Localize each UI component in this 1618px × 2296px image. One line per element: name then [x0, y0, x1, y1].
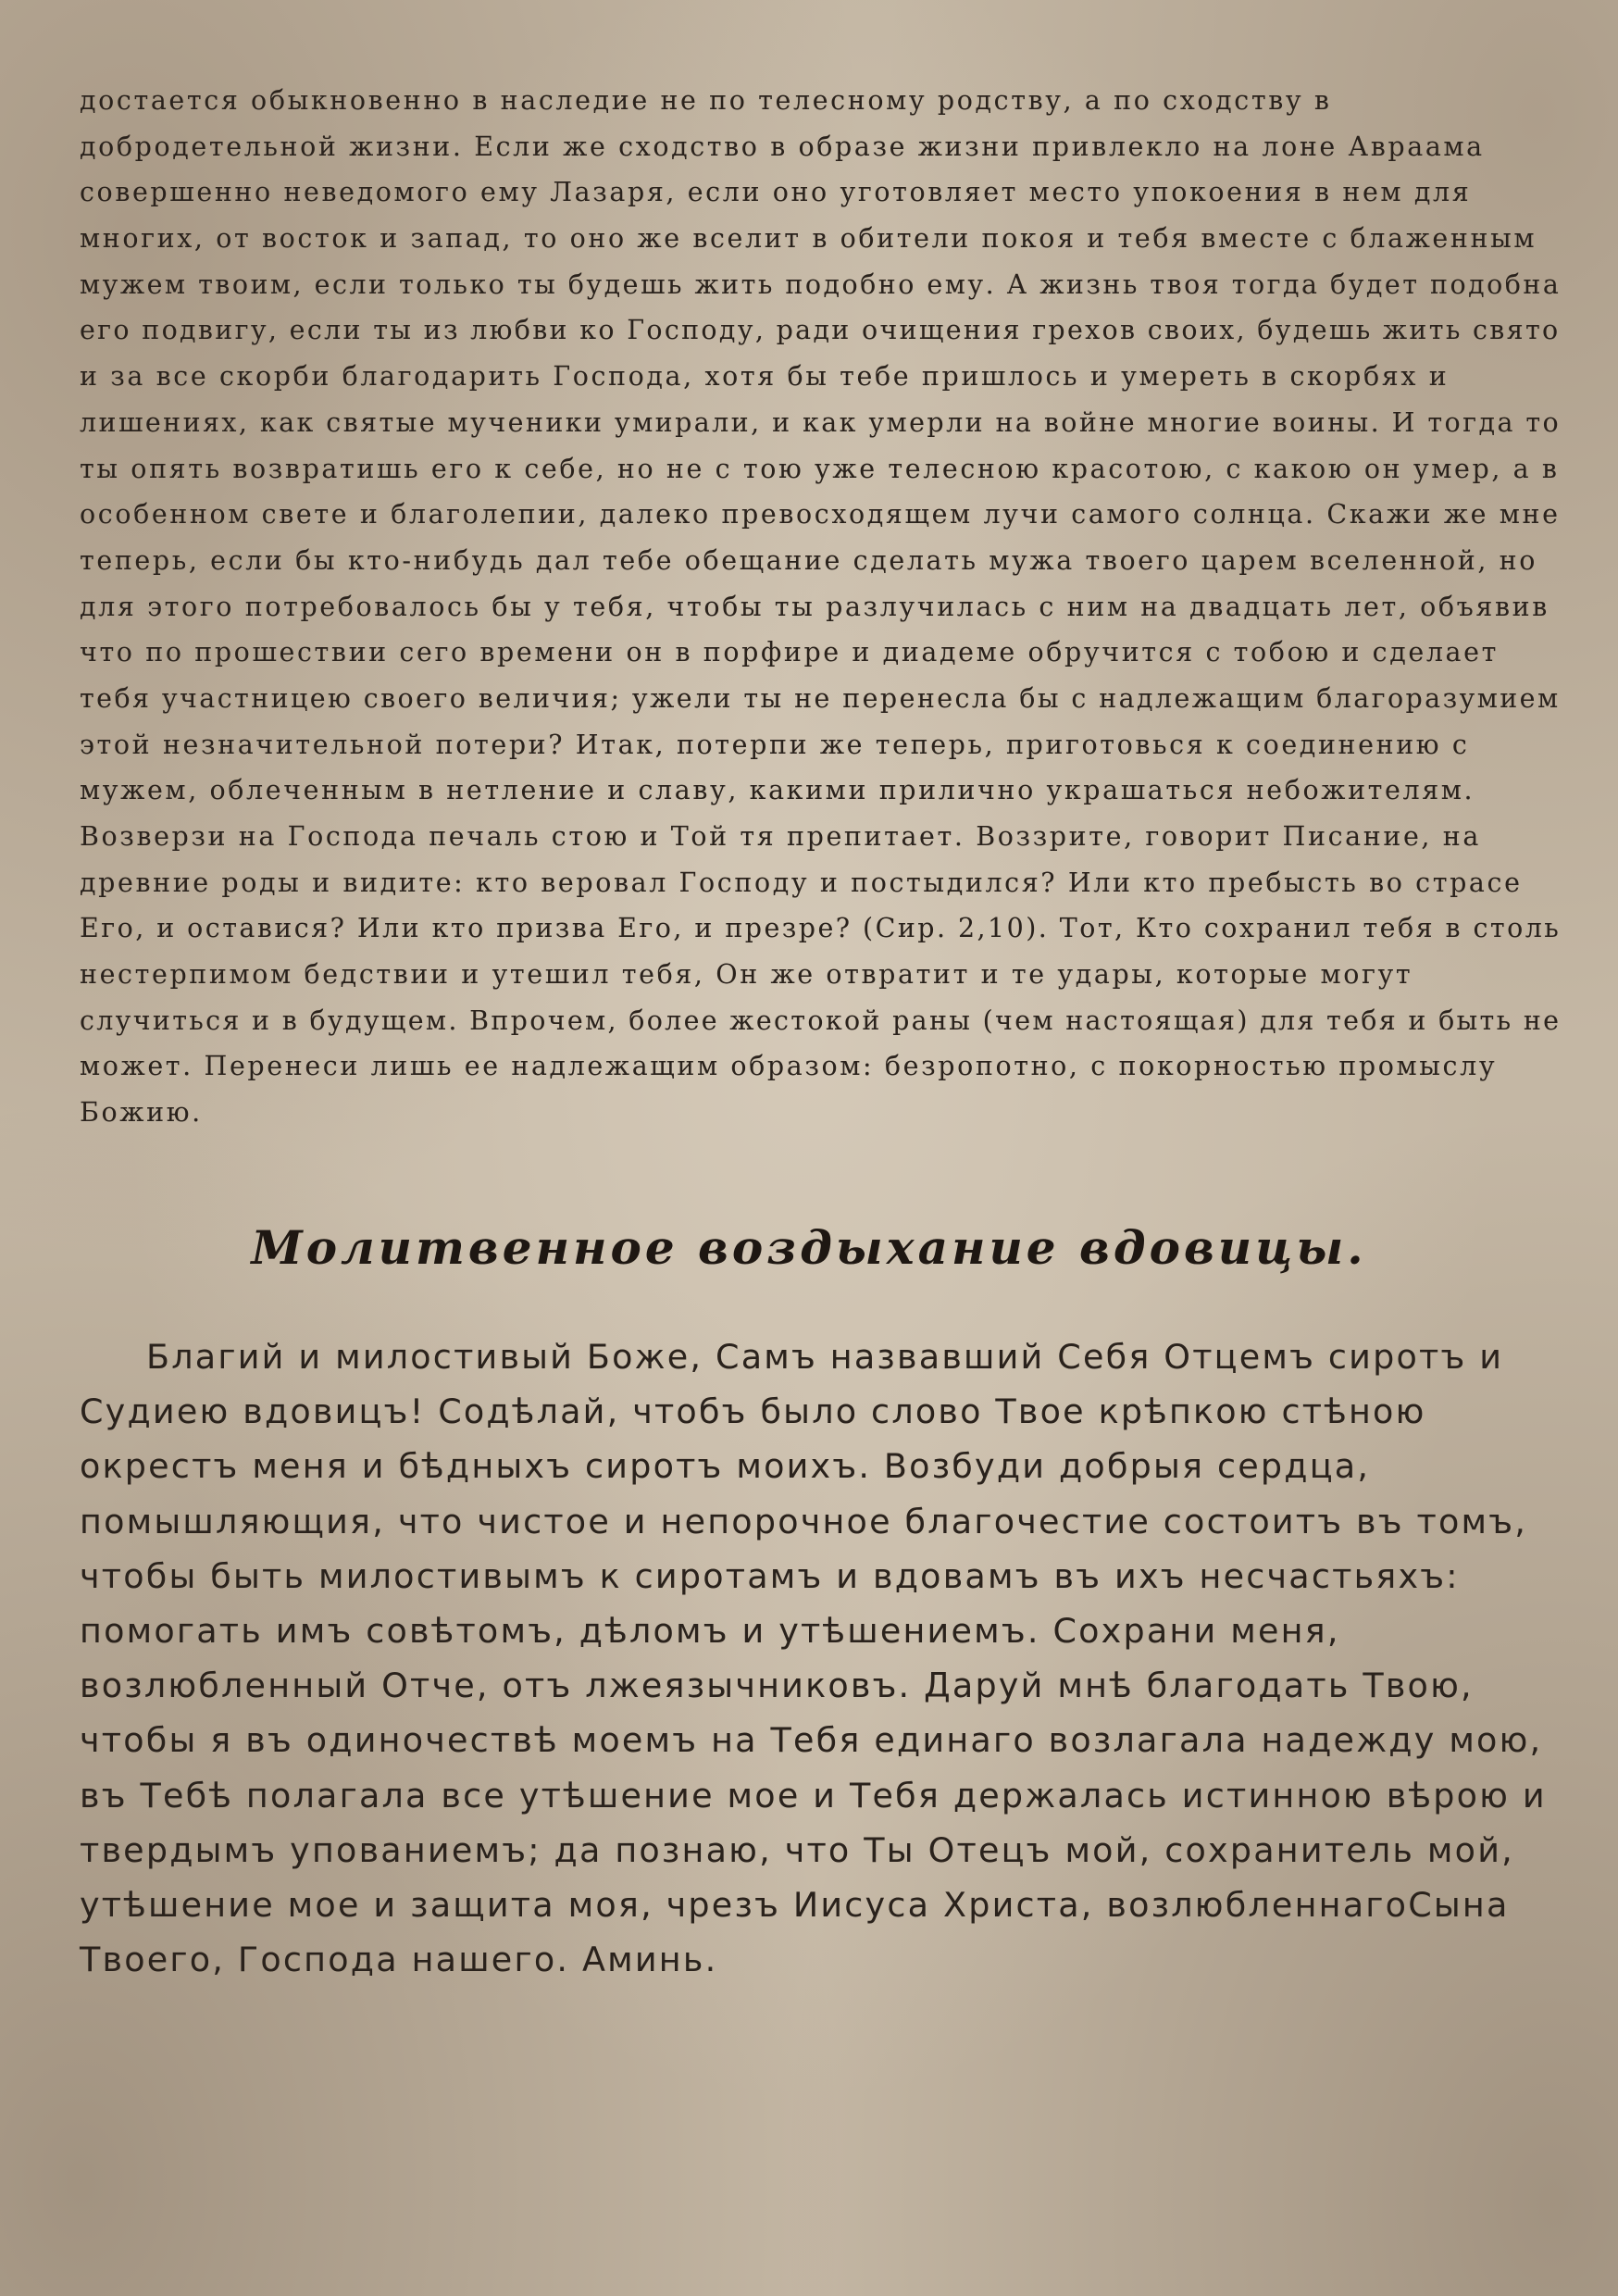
- prayer-line: Твоего, Господа нашего. Аминь.: [80, 1940, 718, 1980]
- body-line: этой незначительной потери? Итак, потерпи же теперь, приготовься к соединению с: [80, 729, 1470, 760]
- body-line: достается обыкновенно в наследие не по телесному родству, а по сходству в: [80, 85, 1332, 116]
- prayer-line: Судиею вдовицъ! Содѣлай, чтобъ было слово Твое крѣпкою стѣною: [80, 1391, 1426, 1432]
- prayer-line: твердымъ упованиемъ; да познаю, что Ты Отецъ мой, сохранитель мой,: [80, 1829, 1514, 1870]
- body-line: мужем твоим, если только ты будешь жить подобно ему. А жизнь твоя тогда будет подобна: [80, 268, 1562, 300]
- prayer-line: помышляющия, что чистое и непорочное благочестие состоитъ въ томъ,: [80, 1501, 1528, 1541]
- body-line: лишениях, как святые мученики умирали, и как умерли на войне многие воины. И тогда то: [80, 406, 1562, 438]
- body-line: что по прошествии сего времени он в порфире и диадеме обручится с тобою и сделает: [80, 637, 1499, 668]
- prayer-line: чтобы быть милостивымъ к сиротамъ и вдовамъ въ ихъ несчастьяхъ:: [80, 1555, 1460, 1596]
- body-line: случиться и в будущем. Впрочем, более жестокой раны (чем настоящая) для тебя и быть не: [80, 1004, 1562, 1036]
- body-line: Божию.: [80, 1097, 203, 1129]
- body-line: особенном свете и благолепии, далеко превосходящем лучи самого солнца. Скажи же мне: [80, 499, 1561, 530]
- prayer-heading: Молитвенное воздыхание вдовицы.: [251, 1220, 1367, 1275]
- body-paragraph: [80, 78, 1561, 1136]
- body-line: мужем, облеченным в нетление и славу, какими прилично украшаться небожителям.: [80, 775, 1475, 806]
- prayer-line: возлюбленный Отче, отъ лжеязычниковъ. Даруй мнѣ благодать Твою,: [80, 1666, 1474, 1706]
- body-line: добродетельной жизни. Если же сходство в образе жизни привлекло на лоне Авраама: [80, 131, 1485, 162]
- prayer-line: утѣшение мое и защита моя, чрезъ Иисуса Христа, возлюбленнагоСына: [80, 1884, 1510, 1925]
- body-line: Возверзи на Господа печаль стою и Той тя препитает. Воззрите, говорит Писание, на: [80, 821, 1481, 852]
- body-line: его подвигу, если ты из любви ко Господу, ради очищения грехов своих, будешь жить свято: [80, 315, 1561, 346]
- body-line: тебя участницею своего величия; ужели ты не перенесла бы с надлежащим благоразумием: [80, 682, 1561, 714]
- body-line: многих, от восток и запад, то оно же вселит в обители покоя и тебя вместе с блаженным: [80, 223, 1537, 255]
- prayer-line: чтобы я въ одиночествѣ моемъ на Тебя единаго возлагала надежду мою,: [80, 1720, 1543, 1761]
- body-line: нестерпимом бедствии и утешил тебя, Он же отвратит и те удары, которые могут: [80, 959, 1413, 991]
- body-line: Его, и оставися? Или кто призва Его, и презре? (Сир. 2,10). Тот, Кто сохранил тебя в столь: [80, 913, 1562, 944]
- body-line: и за все скорби благодарить Господа, хотя бы тебе пришлось и умереть в скорбях и: [80, 361, 1450, 393]
- prayer-line: Благий и милостивый Боже, Самъ назвавший Себя Отцемъ сиротъ и: [146, 1337, 1504, 1377]
- body-line: древние роды и видите: кто веровал Господу и постыдился? Или кто пребысть во страсе: [80, 867, 1523, 898]
- prayer-line: окрестъ меня и бѣдныхъ сиротъ моихъ. Возбуди добрыя сердца,: [80, 1446, 1371, 1487]
- body-line: для этого потребовалось бы у тебя, чтобы ты разлучилась с ним на двадцать лет, объявив: [80, 591, 1550, 622]
- prayer-line: помогать имъ совѣтомъ, дѣломъ и утѣшениемъ. Сохрани меня,: [80, 1610, 1340, 1651]
- body-line: может. Перенеси лишь ее надлежащим образом: безропотно, с покорностью промыслу: [80, 1051, 1498, 1082]
- body-line: совершенно неведомого ему Лазаря, если оно уготовляет место упокоения в нем для: [80, 177, 1472, 208]
- prayer-paragraph: [80, 1329, 1561, 1987]
- prayer-line: въ Тебѣ полагала все утѣшение мое и Тебя держалась истинною вѣрою и: [80, 1775, 1547, 1816]
- body-line: теперь, если бы кто-нибудь дал тебе обещание сделать мужа твоего царем вселенной, но: [80, 544, 1538, 576]
- body-line: ты опять возвратишь его к себе, но не с тою уже телесною красотою, с какою он умер, а в: [80, 453, 1560, 484]
